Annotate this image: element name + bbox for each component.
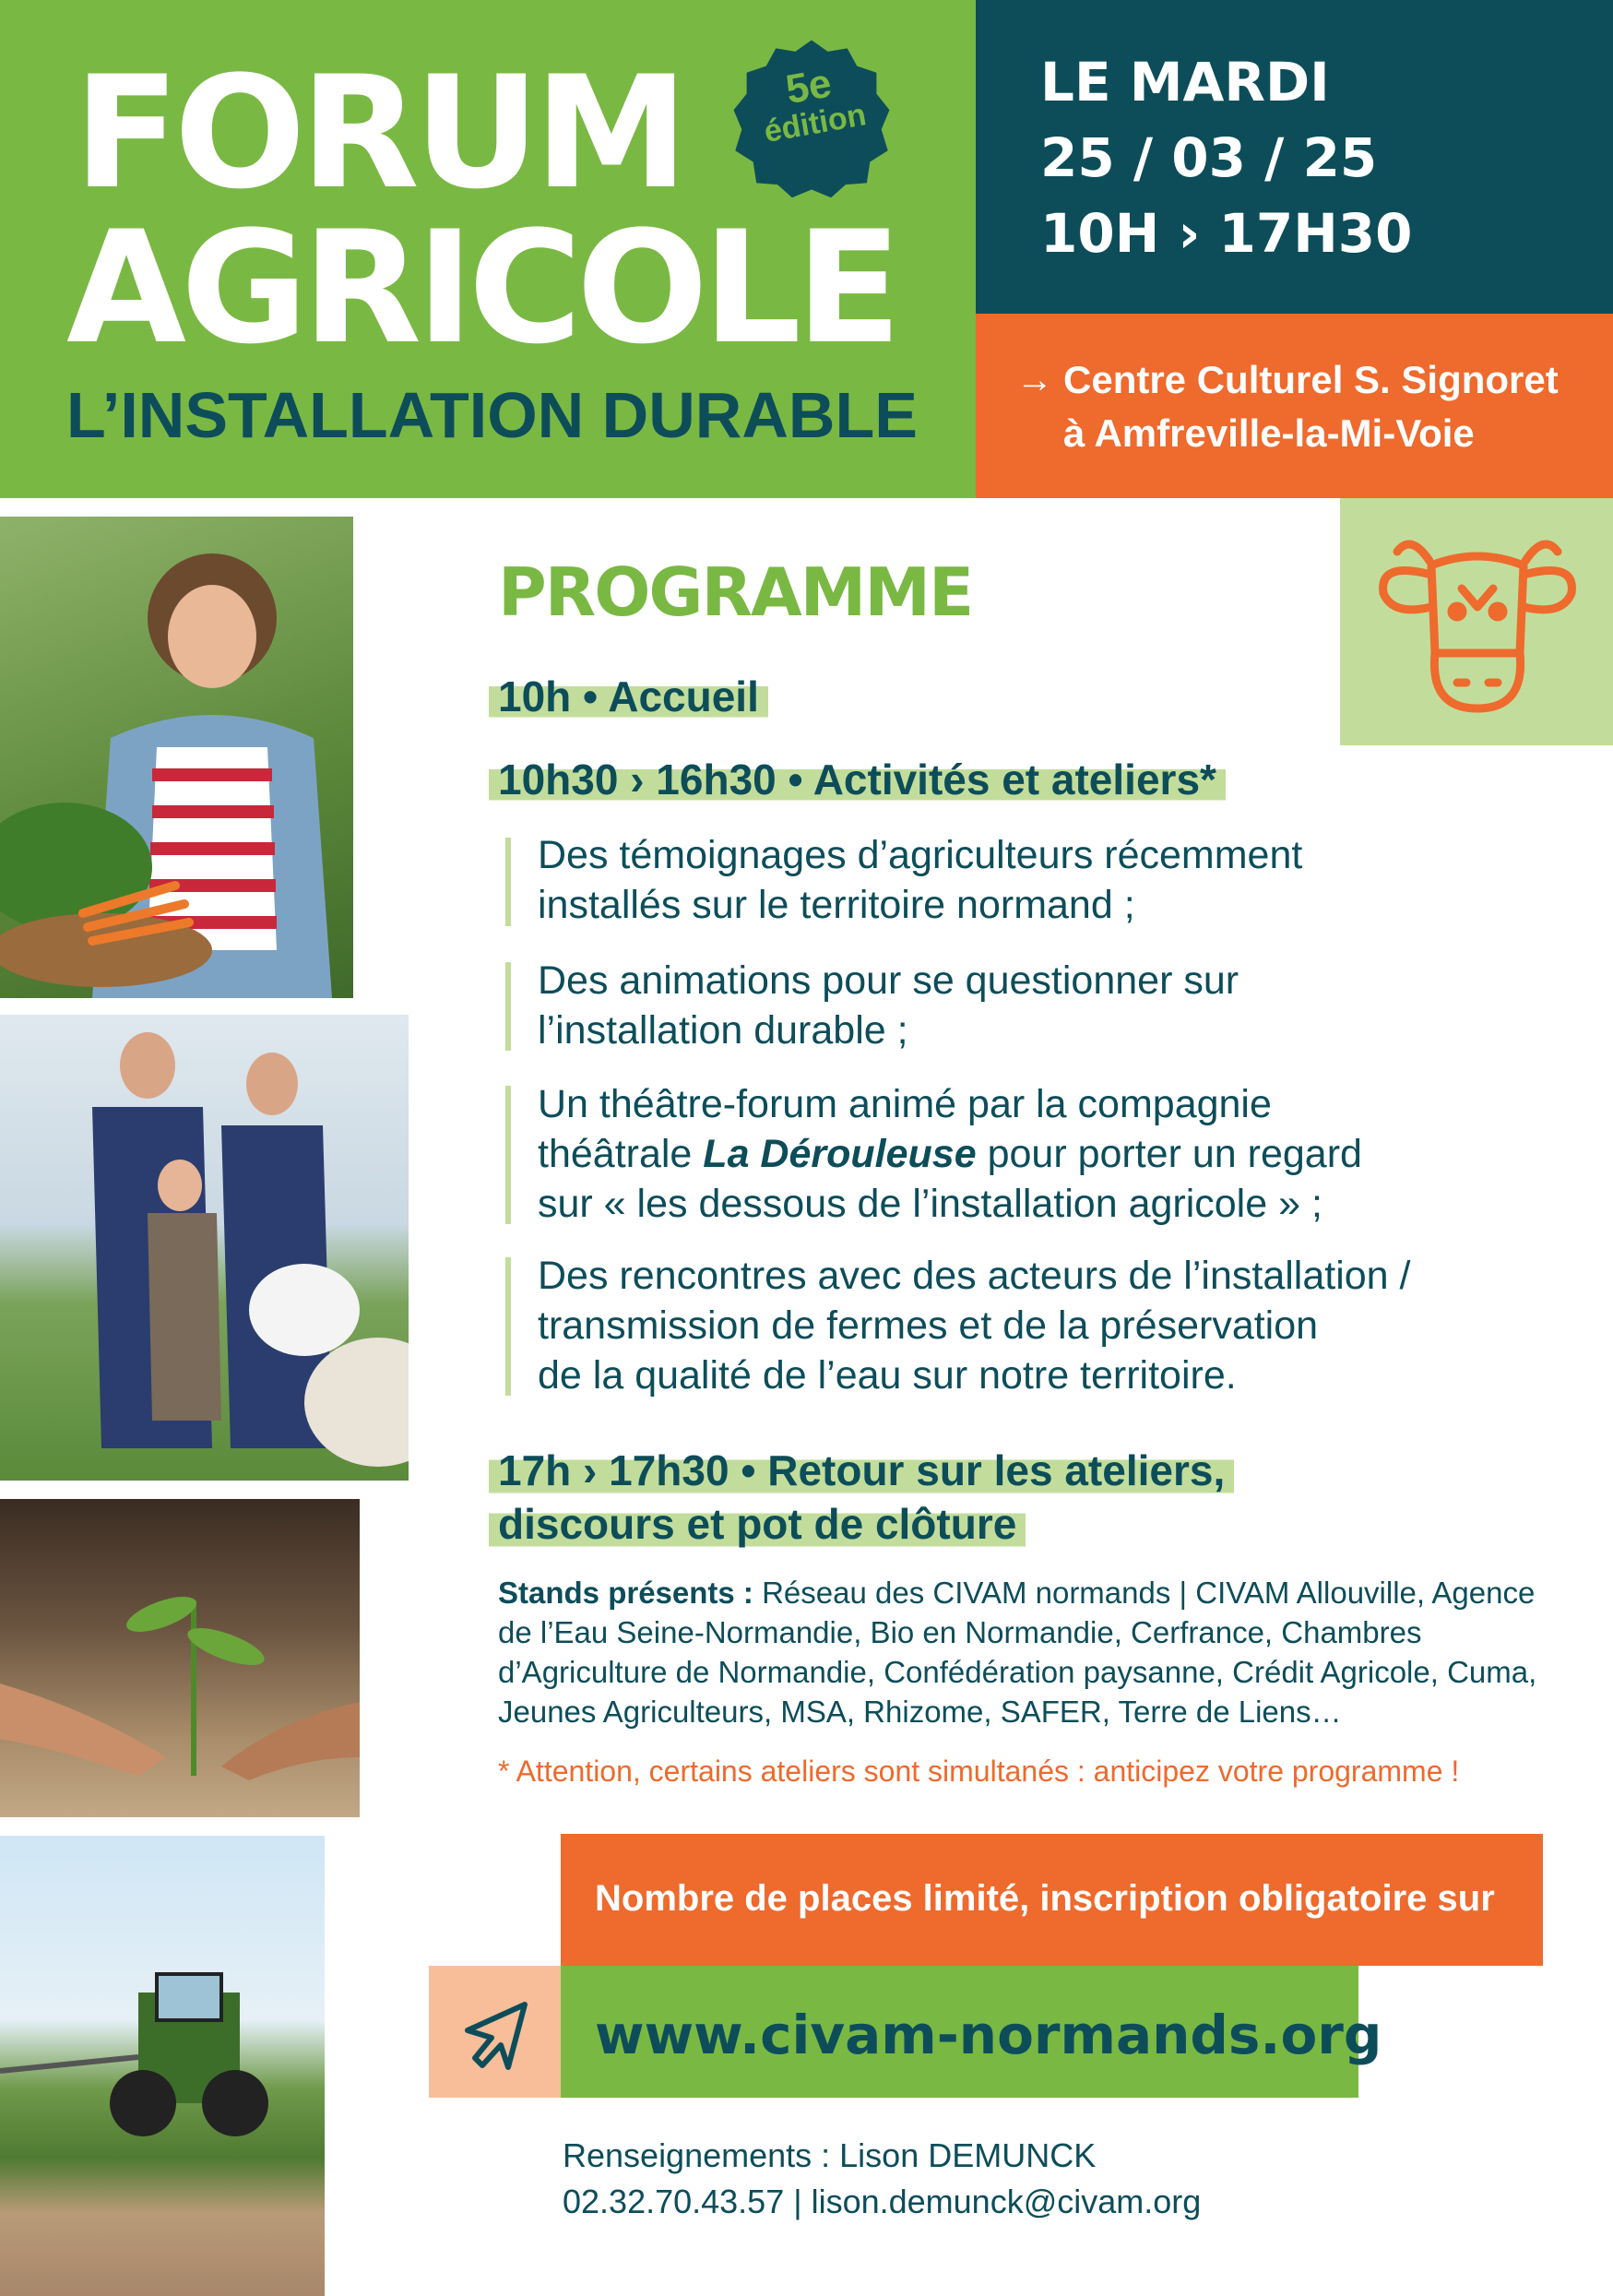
bullet-bar — [505, 1257, 511, 1396]
programme-title: PROGRAMME — [498, 553, 973, 631]
schedule-activities: 10h30 › 16h30 • Activités et ateliers* — [489, 755, 1226, 804]
contact-details: 02.32.70.43.57 | lison.demunck@civam.org — [563, 2183, 1202, 2220]
date-day: LE MARDI — [1040, 51, 1330, 113]
photo-hands-planting — [0, 1499, 360, 1817]
location-arrow-icon: → — [1016, 360, 1053, 400]
activity-item-theatre: Un théâtre-forum animé par la compagnie théâtrale La Dérouleuse pour porter un regard sur « les dessous de l’installation agricole » ; — [538, 1082, 1362, 1226]
date-hours: 10H › 17H30 — [1040, 202, 1413, 265]
photo-tractor-field — [0, 1836, 325, 2296]
header-location-panel — [976, 314, 1613, 498]
schedule-closing-line2: discours et pot de clôture — [489, 1497, 1026, 1551]
photo-farming-family — [0, 1015, 409, 1481]
stands-text: Réseau des CIVAM normands | CIVAM Allouville, Agence de l’Eau Seine-Normandie, Bio en Normandie, Cerfrance, Chambres d’Agriculture de Normandie, Confédération paysanne, Crédit Agricole, Cuma, Jeunes Agriculteurs, MSA, Rhizome, SAFER, Terre de Liens… — [498, 1576, 1537, 1729]
bullet-bar — [505, 962, 511, 1051]
contact-name: Renseignements : Lison DEMUNCK — [563, 2136, 1097, 2174]
edition-label: édition — [761, 97, 869, 150]
activity-item-testimonies: Des témoignages d’agriculteurs récemment installés sur le territoire normand ; — [538, 833, 1303, 927]
edition-number: 5e — [782, 60, 836, 113]
activity-item-meetings: Des rencontres avec des acteurs de l’installation / transmission de fermes et de la préservation de la qualité de l’eau sur notre territoire. — [538, 1254, 1411, 1398]
schedule-closing-line1: 17h › 17h30 • Retour sur les ateliers, — [489, 1444, 1234, 1497]
bullet-bar — [505, 1086, 511, 1224]
date-value: 25 / 03 / 25 — [1040, 126, 1378, 189]
cursor-arrow-icon — [458, 1997, 534, 2073]
theatre-company-name: La Dérouleuse — [703, 1132, 977, 1176]
location-town: à Amfreville-la-Mi-Voie — [1063, 411, 1475, 455]
registration-text: Nombre de places limité, inscription obligatoire sur — [595, 1878, 1495, 1919]
bullet-bar — [505, 838, 511, 926]
stands-list — [498, 1573, 1540, 1731]
photo-farmer-vegetables — [0, 517, 353, 998]
registration-url-link[interactable]: www.civam-normands.org — [595, 2004, 1382, 2066]
location-venue: Centre Culturel S. Signoret — [1063, 358, 1559, 401]
stands-label: Stands présents : — [498, 1576, 753, 1610]
schedule-welcome: 10h • Accueil — [489, 672, 768, 721]
cow-icon — [1374, 524, 1581, 718]
simultaneous-note: * Attention, certains ateliers sont simultanés : anticipez votre programme ! — [498, 1755, 1460, 1788]
activity-item-animations: Des animations pour se questionner sur l’installation durable ; — [538, 958, 1239, 1053]
subtitle: L’INSTALLATION DURABLE — [66, 379, 918, 451]
title-line-1: FORUM — [74, 42, 683, 223]
title-line-2: AGRICOLE — [66, 197, 896, 378]
